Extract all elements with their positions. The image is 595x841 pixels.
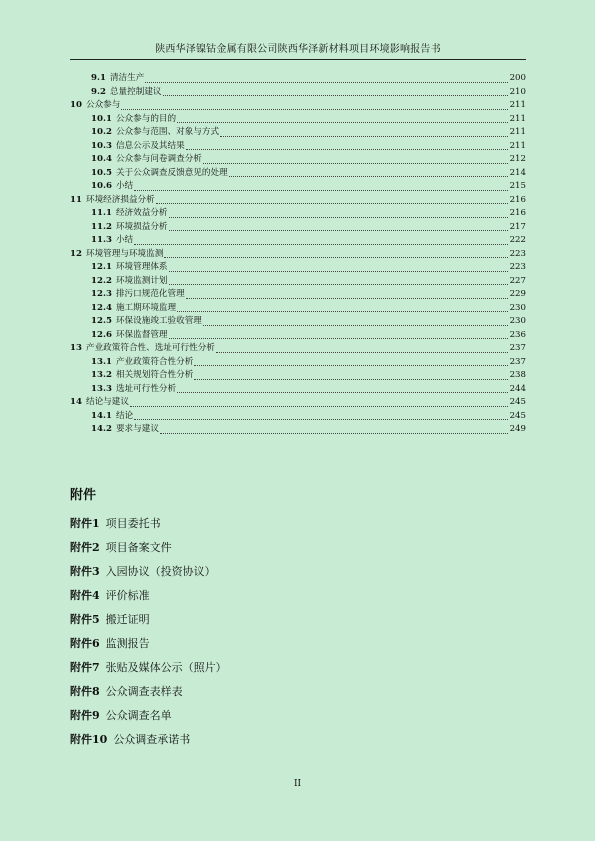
toc-entry-number: 13.1 <box>91 356 112 367</box>
toc-entry-number: 14.1 <box>91 410 112 421</box>
toc-entry-number: 10.1 <box>91 113 112 124</box>
toc-entry[interactable] <box>70 342 526 356</box>
toc-entry-title: 产业政策符合性分析 <box>115 356 194 367</box>
toc-entry-page: 200 <box>509 73 526 83</box>
toc-entry-title: 排污口规范化管理 <box>115 289 185 299</box>
toc-entry[interactable] <box>70 288 526 302</box>
annex-item-number: 附件5 <box>70 613 100 626</box>
toc-entry-number: 12.2 <box>91 275 112 286</box>
toc-leader-dots <box>169 283 508 285</box>
toc-entry-page: 237 <box>509 356 526 367</box>
toc-entry-page: 212 <box>509 154 526 164</box>
toc-entry-number: 11.2 <box>91 221 112 232</box>
toc-entry[interactable] <box>70 194 526 208</box>
toc-entry[interactable] <box>70 180 526 194</box>
toc-entry-number: 12.5 <box>91 316 112 326</box>
toc-leader-dots <box>203 162 508 164</box>
toc-entry-title: 结论 <box>115 410 134 421</box>
toc-entry-title: 公众参与问卷调查分析 <box>115 154 202 164</box>
annex-item-number: 附件7 <box>70 661 100 674</box>
toc-entry-title: 环保监督管理 <box>115 329 168 340</box>
toc-entry[interactable] <box>70 329 526 343</box>
annex-item-number: 附件6 <box>70 637 100 650</box>
toc-entry-title: 小结 <box>115 235 134 245</box>
annex-item <box>70 512 526 536</box>
annex-item <box>70 560 526 584</box>
toc-entry-number: 10.4 <box>91 154 112 164</box>
toc-leader-dots <box>194 364 508 366</box>
annex-item <box>70 704 526 728</box>
toc-entry-title: 清洁生产 <box>109 73 145 83</box>
toc-entry-page: 222 <box>509 235 526 245</box>
toc-entry-number: 11.1 <box>91 208 112 218</box>
toc-entry[interactable] <box>70 167 526 181</box>
toc-entry-title: 公众参与 <box>85 100 121 110</box>
annex-heading: 附件 <box>70 488 97 503</box>
toc-leader-dots <box>130 405 508 407</box>
page-header: 陕西华泽镍钴金属有限公司陕西华泽新材料项目环境影响报告书 <box>70 40 526 60</box>
toc-leader-dots <box>177 391 508 393</box>
annex-item <box>70 656 526 680</box>
toc-entry-number: 12.1 <box>91 262 112 272</box>
toc-entry[interactable] <box>70 72 526 86</box>
toc-entry-number: 10.5 <box>91 167 112 178</box>
annex-item-title: 张贴及媒体公示（照片） <box>105 661 227 674</box>
toc-entry-page: 223 <box>509 262 526 272</box>
toc-entry-page: 210 <box>509 86 526 97</box>
toc-entry[interactable] <box>70 248 526 262</box>
toc-entry[interactable] <box>70 315 526 329</box>
toc-entry-number: 14.2 <box>91 424 112 434</box>
toc-entry-title: 环境经济损益分析 <box>85 194 155 205</box>
toc-entry-page: 249 <box>509 424 526 434</box>
annex-item-title: 搬迁证明 <box>105 613 150 626</box>
toc-leader-dots <box>145 81 508 83</box>
annex-item-title: 监测报告 <box>105 637 150 650</box>
annex-item <box>70 608 526 632</box>
toc-entry-title: 信息公示及其结果 <box>115 140 185 151</box>
annex-item-title: 评价标准 <box>105 589 150 602</box>
toc-entry-title: 环境监测计划 <box>115 275 168 286</box>
toc-leader-dots <box>177 121 508 123</box>
toc-entry[interactable] <box>70 410 526 424</box>
annex-item-number: 附件9 <box>70 709 100 722</box>
annex-item-title: 公众调查承诺书 <box>113 733 191 746</box>
toc-leader-dots <box>169 337 508 339</box>
toc-entry[interactable] <box>70 234 526 248</box>
annex-item <box>70 632 526 656</box>
toc-entry[interactable] <box>70 302 526 316</box>
toc-entry-title: 环境管理与环境监测 <box>85 248 164 259</box>
toc-entry-number: 13.2 <box>91 370 112 380</box>
annex-list <box>70 512 526 752</box>
annex-item <box>70 536 526 560</box>
toc-leader-dots <box>134 189 508 191</box>
toc-leader-dots <box>220 135 508 137</box>
toc-entry-title: 施工期环境监理 <box>115 302 177 313</box>
toc-entry-title: 环境管理体系 <box>115 262 168 272</box>
toc-entry[interactable] <box>70 369 526 383</box>
annex-item <box>70 680 526 704</box>
toc-entry-title: 环保设施竣工验收管理 <box>115 316 202 326</box>
toc-entry-number: 11.3 <box>91 235 112 245</box>
annex-item-number: 附件10 <box>70 733 108 746</box>
toc-leader-dots <box>134 418 508 420</box>
toc-entry-number: 12.6 <box>91 329 112 340</box>
annex-item <box>70 584 526 608</box>
toc-leader-dots <box>156 202 508 204</box>
annex-item-title: 项目备案文件 <box>105 541 172 554</box>
toc-leader-dots <box>169 216 508 218</box>
toc-entry-number: 12.4 <box>91 302 112 313</box>
toc-entry-page: 216 <box>509 208 526 218</box>
annex-item-number: 附件1 <box>70 517 100 530</box>
toc-entry[interactable] <box>70 396 526 410</box>
toc-entry-number: 14 <box>70 397 82 407</box>
toc-leader-dots <box>216 351 508 353</box>
table-of-contents <box>70 72 526 437</box>
toc-entry-title: 环境损益分析 <box>115 221 168 232</box>
toc-entry-page: 211 <box>509 113 526 124</box>
toc-entry-page: 214 <box>509 167 526 178</box>
annex-item-number: 附件8 <box>70 685 100 698</box>
toc-leader-dots <box>163 94 508 96</box>
toc-entry-page: 245 <box>509 410 526 421</box>
toc-entry-page: 211 <box>509 100 526 110</box>
toc-leader-dots <box>186 148 508 150</box>
toc-entry-title: 结论与建议 <box>85 397 129 407</box>
toc-entry[interactable] <box>70 86 526 100</box>
toc-entry-page: 211 <box>509 127 526 137</box>
annex-item-title: 公众调查表样表 <box>105 685 183 698</box>
toc-entry-number: 10.6 <box>91 181 112 191</box>
annex-item-title: 公众调查名单 <box>105 709 172 722</box>
toc-entry-title: 要求与建议 <box>115 424 159 434</box>
toc-entry[interactable] <box>70 423 526 437</box>
toc-entry-title: 选址可行性分析 <box>115 383 177 394</box>
toc-entry[interactable] <box>70 383 526 397</box>
toc-entry-title: 经济效益分析 <box>115 208 168 218</box>
toc-entry-page: 236 <box>509 329 526 340</box>
toc-entry-page: 244 <box>509 383 526 394</box>
toc-entry-title: 公众参与范围、对象与方式 <box>115 127 220 137</box>
toc-entry-number: 13.3 <box>91 383 112 394</box>
toc-entry[interactable] <box>70 261 526 275</box>
toc-leader-dots <box>160 432 508 434</box>
toc-entry-page: 223 <box>509 248 526 259</box>
toc-leader-dots <box>169 270 508 272</box>
toc-leader-dots <box>169 229 508 231</box>
annex-item-title: 项目委托书 <box>105 517 161 530</box>
toc-entry-page: 229 <box>509 289 526 299</box>
toc-entry[interactable] <box>70 221 526 235</box>
toc-leader-dots <box>229 175 508 177</box>
toc-entry[interactable] <box>70 207 526 221</box>
toc-entry[interactable] <box>70 356 526 370</box>
toc-entry-page: 238 <box>509 370 526 380</box>
annex-item-number: 附件4 <box>70 589 100 602</box>
annex-item-title: 入园协议（投资协议） <box>105 565 216 578</box>
toc-entry-page: 227 <box>509 275 526 286</box>
toc-entry[interactable] <box>70 275 526 289</box>
toc-entry-page: 211 <box>509 140 526 151</box>
toc-entry-number: 12 <box>70 248 82 259</box>
toc-entry-number: 9.1 <box>91 73 106 83</box>
toc-entry[interactable] <box>70 153 526 167</box>
toc-entry-number: 12.3 <box>91 289 112 299</box>
toc-entry-title: 关于公众调查反馈意见的处理 <box>115 167 228 178</box>
toc-leader-dots <box>121 108 508 110</box>
page-number: II <box>293 779 302 789</box>
annex-item-number: 附件3 <box>70 565 100 578</box>
toc-entry-title: 公众参与的目的 <box>115 113 177 124</box>
annex-item <box>70 728 526 752</box>
toc-entry-number: 10.3 <box>91 140 112 151</box>
toc-leader-dots <box>203 324 508 326</box>
toc-entry[interactable] <box>70 126 526 140</box>
toc-entry-title: 总量控制建议 <box>109 86 162 97</box>
toc-leader-dots <box>134 243 508 245</box>
toc-entry-page: 230 <box>509 316 526 326</box>
toc-entry-number: 9.2 <box>91 86 106 97</box>
toc-entry-page: 215 <box>509 181 526 191</box>
annex-item-number: 附件2 <box>70 541 100 554</box>
toc-leader-dots <box>194 378 508 380</box>
toc-entry-number: 10 <box>70 100 82 110</box>
toc-entry-number: 10.2 <box>91 127 112 137</box>
toc-entry-title: 产业政策符合性、选址可行性分析 <box>85 343 215 353</box>
toc-entry[interactable] <box>70 140 526 154</box>
toc-leader-dots <box>177 310 508 312</box>
toc-entry[interactable] <box>70 113 526 127</box>
toc-entry-page: 216 <box>509 194 526 205</box>
toc-entry-page: 217 <box>509 221 526 232</box>
toc-leader-dots <box>164 256 508 258</box>
toc-entry-page: 245 <box>509 397 526 407</box>
toc-entry-page: 237 <box>509 343 526 353</box>
toc-entry-title: 小结 <box>115 181 134 191</box>
toc-entry[interactable] <box>70 99 526 113</box>
toc-entry-number: 11 <box>70 194 82 205</box>
toc-entry-title: 相关规划符合性分析 <box>115 370 194 380</box>
toc-leader-dots <box>186 297 508 299</box>
toc-entry-number: 13 <box>70 343 82 353</box>
toc-entry-page: 230 <box>509 302 526 313</box>
